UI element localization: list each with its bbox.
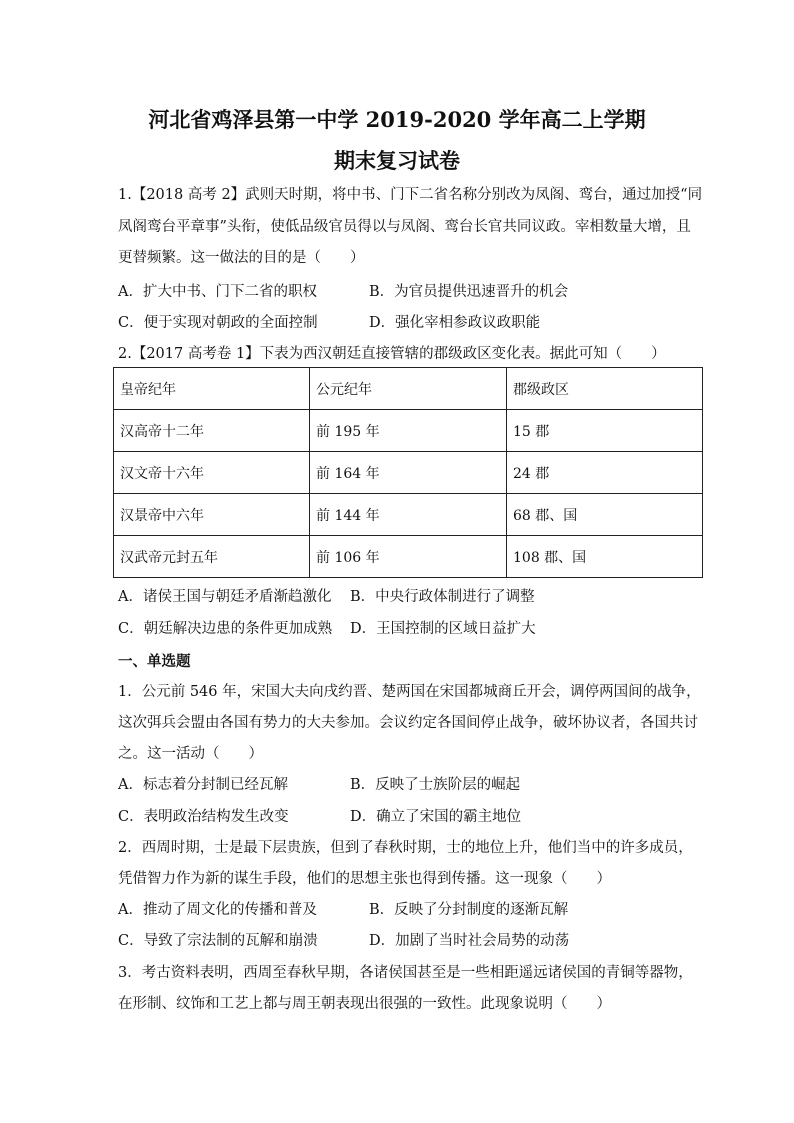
table-header-row xyxy=(114,368,703,410)
s2-option-a: A．推动了周文化的传播和普及 xyxy=(118,902,317,918)
q1-option-c: C．便于实现对朝政的全面控制 xyxy=(118,315,318,331)
table-cell: 前 195 年 xyxy=(310,410,507,452)
q2-option-b: B．中央行政体制进行了调整 xyxy=(350,589,535,605)
q1-text-line2: 凤阁鸾台平章事”头衔，使低品级官员得以与凤阁、鸾台长官共同议政。宰相数量大增，且 xyxy=(118,219,691,235)
table-cell: 前 144 年 xyxy=(310,494,507,536)
table-cell: 前 164 年 xyxy=(310,452,507,494)
s2-option-c: C．导致了宗法制的瓦解和崩溃 xyxy=(118,933,318,949)
prefecture-table xyxy=(113,367,703,578)
s3-text-line2: 在形制、纹饰和工艺上都与周王朝表现出很强的一致性。此现象说明（ ） xyxy=(118,996,611,1012)
s1-text-line3: 之。这一活动（ ） xyxy=(118,746,263,762)
table-cell: 108 郡、国 xyxy=(507,536,703,578)
s1-option-d: D．确立了宋国的霸主地位 xyxy=(350,809,522,825)
s3-text-line1: 3．考古资料表明，西周至春秋早期，各诸侯国甚至是一些相距遥远诸侯国的青铜等器物， xyxy=(118,965,693,981)
section-title: 一、单选题 xyxy=(118,653,191,670)
q1-option-d: D．强化宰相参政议政职能 xyxy=(369,315,541,331)
s2-option-d: D．加剧了当时社会局势的动荡 xyxy=(369,933,570,949)
table-cell: 汉文帝十六年 xyxy=(114,452,310,494)
s1-option-a: A．标志着分封制已经瓦解 xyxy=(118,777,288,793)
table-cell: 前 106 年 xyxy=(310,536,507,578)
table-row xyxy=(114,494,703,536)
q1-option-a: A．扩大中书、门下二省的职权 xyxy=(118,284,317,300)
table-cell: 汉武帝元封五年 xyxy=(114,536,310,578)
table-cell: 汉高帝十二年 xyxy=(114,410,310,452)
s1-option-b: B．反映了士族阶层的崛起 xyxy=(350,777,521,793)
table-cell: 汉景帝中六年 xyxy=(114,494,310,536)
q1-text-line3: 更替频繁。这一做法的目的是（ ） xyxy=(118,250,365,266)
exam-title-line2: 期末复习试卷 xyxy=(334,148,460,173)
table-header-cell: 公元纪年 xyxy=(310,368,507,410)
table-cell: 68 郡、国 xyxy=(507,494,703,536)
q1-option-b: B．为官员提供迅速晋升的机会 xyxy=(369,284,569,300)
table-row xyxy=(114,452,703,494)
table-header-cell: 郡级政区 xyxy=(507,368,703,410)
s2-text-line2: 凭借智力作为新的谋生手段，他们的思想主张也得到传播。这一现象（ ） xyxy=(118,871,611,887)
q2-option-a: A．诸侯王国与朝廷矛盾渐趋激化 xyxy=(118,589,332,605)
q2-option-c: C．朝廷解决边患的条件更加成熟 xyxy=(118,621,333,637)
q1-text-line1: 1.【2018 高考 2】武则天时期，将中书、门下二省名称分别改为凤阁、鸾台，通过加授“同 xyxy=(118,187,703,203)
s2-text-line1: 2．西周时期，士是最下层贵族，但到了春秋时期，士的地位上升，他们当中的许多成员， xyxy=(118,840,693,856)
table-cell: 15 郡 xyxy=(507,410,703,452)
table-row xyxy=(114,410,703,452)
s1-option-c: C．表明政治结构发生改变 xyxy=(118,809,289,825)
table-row xyxy=(114,536,703,578)
s1-text-line2: 这次弭兵会盟由各国有势力的大夫参加。会议约定各国间停止战争，破坏协议者，各国共讨 xyxy=(118,715,698,731)
q2-text: 2.【2017 高考卷 1】下表为西汉朝廷直接管辖的郡级政区变化表。据此可知（ ） xyxy=(118,346,666,362)
s2-option-b: B．反映了分封制度的逐渐瓦解 xyxy=(369,902,569,918)
s1-text-line1: 1．公元前 546 年，宋国大夫向戌约晋、楚两国在宋国都城商丘开会，调停两国间的战争， xyxy=(118,684,701,700)
table-cell: 24 郡 xyxy=(507,452,703,494)
table-header-cell: 皇帝纪年 xyxy=(114,368,310,410)
q2-option-d: D．王国控制的区域日益扩大 xyxy=(350,621,536,637)
exam-title-line1: 河北省鸡泽县第一中学 2019-2020 学年高二上学期 xyxy=(148,107,646,132)
